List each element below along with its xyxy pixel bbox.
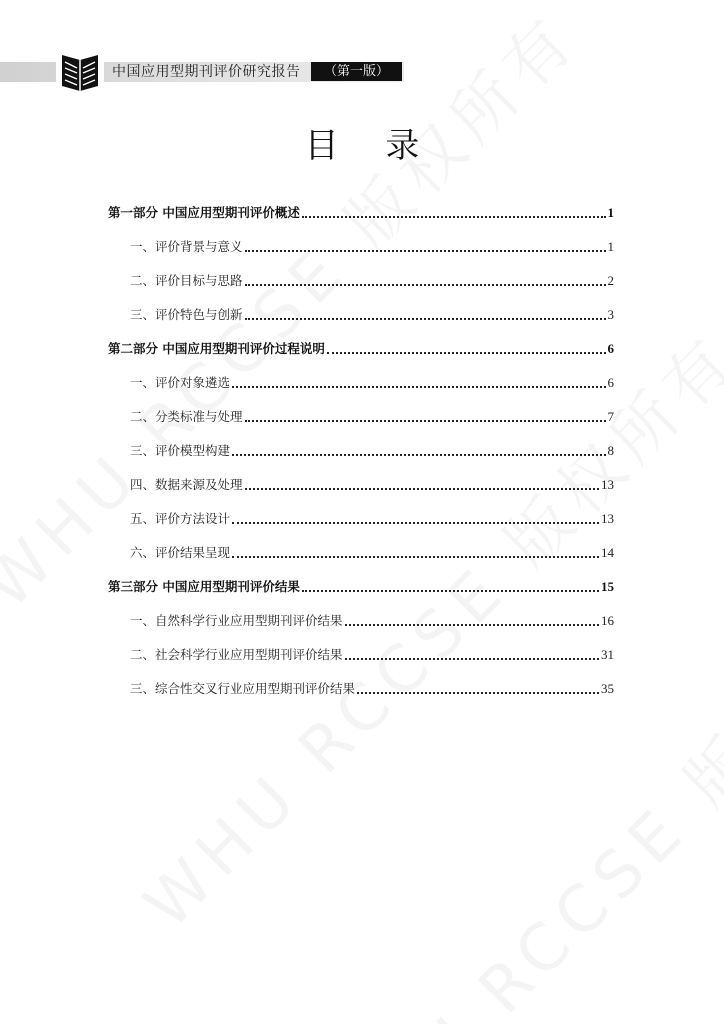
dot-leader	[345, 622, 599, 626]
toc-section-entry[interactable]	[108, 472, 614, 494]
report-title: 中国应用型期刊评价研究报告	[112, 64, 301, 80]
toc-section-entry[interactable]	[108, 234, 614, 256]
page-title: 目 录	[304, 126, 438, 166]
toc-section-entry[interactable]	[108, 506, 614, 528]
toc-page-number: 31	[601, 647, 614, 662]
toc-page-number: 2	[607, 273, 614, 288]
toc-entry-label: 一、评价背景与意义	[130, 239, 243, 254]
toc-entry-label: 第三部分 中国应用型期刊评价结果	[108, 579, 300, 594]
toc-section-entry[interactable]	[108, 268, 614, 290]
running-header	[0, 52, 724, 94]
open-book-icon	[56, 52, 104, 94]
toc-page-number: 35	[601, 681, 614, 696]
toc-page-number: 15	[601, 579, 614, 594]
dot-leader	[327, 350, 606, 354]
dot-leader	[245, 418, 606, 422]
toc-entry-label: 三、评价模型构建	[130, 443, 231, 458]
toc-entry-label: 三、综合性交叉行业应用型期刊评价结果	[130, 681, 356, 696]
toc-section-entry[interactable]	[108, 370, 614, 392]
toc-section-entry[interactable]	[108, 404, 614, 426]
toc-section-entry[interactable]	[108, 642, 614, 664]
toc-page-number: 3	[607, 307, 614, 322]
toc-entry-label: 六、评价结果呈现	[130, 545, 231, 560]
toc-entry-label: 二、分类标准与处理	[130, 409, 243, 424]
dot-leader	[245, 316, 606, 320]
toc-section-entry[interactable]	[108, 540, 614, 562]
toc-page-number: 7	[607, 409, 614, 424]
dot-leader	[232, 520, 599, 524]
toc-section-entry[interactable]	[108, 302, 614, 324]
toc-entry-label: 第二部分 中国应用型期刊评价过程说明	[108, 341, 325, 356]
dot-leader	[245, 248, 606, 252]
toc-section-entry[interactable]	[108, 676, 614, 698]
toc-section-entry[interactable]	[108, 438, 614, 460]
toc-entry-label: 五、评价方法设计	[130, 511, 231, 526]
toc-page-number: 1	[607, 239, 614, 254]
edition-badge: （第一版）	[311, 62, 402, 81]
toc-page-number: 16	[601, 613, 614, 628]
dot-leader	[232, 384, 605, 388]
toc-entry-label: 四、数据来源及处理	[130, 477, 243, 492]
toc-part-entry[interactable]	[108, 200, 614, 222]
dot-leader	[357, 690, 599, 694]
toc-page-number: 13	[601, 477, 614, 492]
toc-entry-label: 二、社会科学行业应用型期刊评价结果	[130, 647, 343, 662]
toc-page-number: 6	[607, 341, 614, 356]
dot-leader	[245, 486, 599, 490]
toc-page-number: 1	[607, 205, 614, 220]
dot-leader	[302, 588, 599, 592]
dot-leader	[345, 656, 599, 660]
toc-page-number: 13	[601, 511, 614, 526]
toc-entry-label: 一、自然科学行业应用型期刊评价结果	[130, 613, 343, 628]
toc-entry-label: 三、评价特色与创新	[130, 307, 243, 322]
toc-section-entry[interactable]	[108, 608, 614, 630]
dot-leader	[245, 282, 606, 286]
dot-leader	[232, 554, 599, 558]
toc-entry-label: 二、评价目标与思路	[130, 273, 243, 288]
toc-entry-label: 第一部分 中国应用型期刊评价概述	[108, 205, 300, 220]
dot-leader	[302, 214, 606, 218]
toc-page-number: 8	[607, 443, 614, 458]
dot-leader	[232, 452, 605, 456]
toc-page-number: 6	[607, 375, 614, 390]
toc-page-number: 14	[601, 545, 614, 560]
toc-part-entry[interactable]	[108, 574, 614, 596]
toc-part-entry[interactable]	[108, 336, 614, 358]
toc-entry-label: 一、评价对象遴选	[130, 375, 231, 390]
